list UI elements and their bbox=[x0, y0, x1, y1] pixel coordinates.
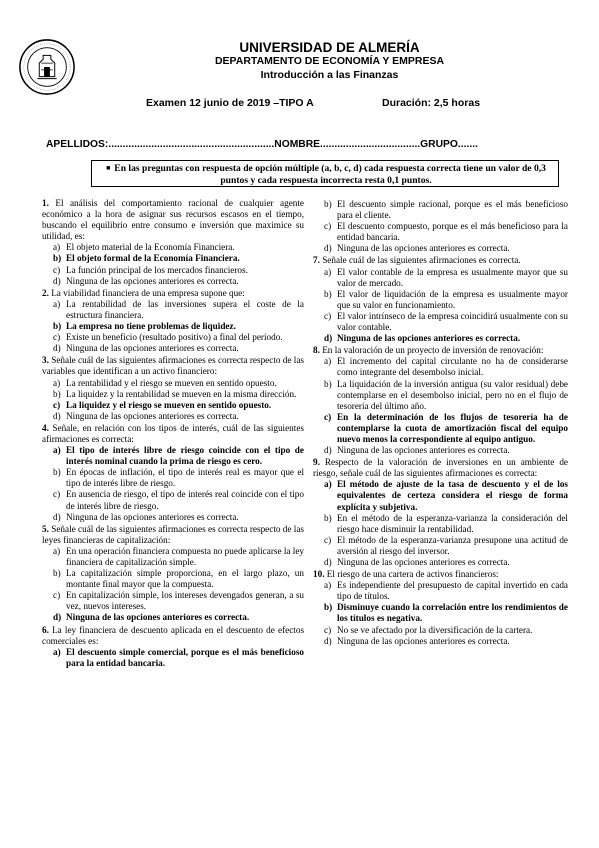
option-b bbox=[313, 379, 568, 412]
option-text: En el método de la esperanza-varianza la consideración del riesgo hace disminuir la rentabilidad. bbox=[337, 512, 568, 534]
question-2 bbox=[42, 288, 304, 355]
department-name: DEPARTAMENTO DE ECONOMÍA Y EMPRESA bbox=[214, 55, 445, 67]
option-letter: a) bbox=[324, 356, 332, 367]
option-c bbox=[313, 535, 568, 557]
option-text: Ninguna de las opciones anteriores es correcta. bbox=[66, 410, 239, 421]
option-a bbox=[313, 356, 568, 378]
option-letter: d) bbox=[324, 333, 333, 344]
options-list bbox=[313, 479, 568, 568]
question-text: El análisis del comportamiento racional de cualquier agente económico a la hora de asignar sus recursos escasos en el tiempo, buscando el equilibrio entre consumo e inversión que maximice su utilidad, es: bbox=[42, 198, 305, 242]
exam-title: Examen 12 junio de 2019 –TIPO A bbox=[146, 97, 314, 109]
question-4 bbox=[42, 423, 304, 523]
option-letter: b) bbox=[53, 321, 62, 332]
question-stem bbox=[313, 569, 568, 580]
option-text: En épocas de inflación, el tipo de interés real es mayor que el tipo de interés libre de riesgo. bbox=[66, 467, 304, 489]
option-c-correct bbox=[42, 400, 304, 411]
option-letter: d) bbox=[53, 410, 61, 421]
option-text: La liquidez y la rentabilidad se mueven en la misma dirección. bbox=[66, 388, 297, 399]
option-letter: b) bbox=[324, 512, 332, 523]
option-c bbox=[42, 590, 304, 612]
question-text: Señale cuál de las siguientes afirmaciones es correcta respecto de las variables que identifican a un activo financiero: bbox=[42, 355, 305, 377]
option-letter: c) bbox=[53, 489, 61, 500]
question-stem bbox=[42, 524, 304, 546]
question-text: Respecto de la valoración de inversiones en un ambiente de riesgo, señale cuál de las siguientes afirmaciones es correcta: bbox=[313, 457, 568, 479]
option-letter: c) bbox=[324, 624, 332, 635]
option-b bbox=[313, 199, 568, 221]
question-number: 2. bbox=[42, 287, 49, 298]
option-letter: c) bbox=[324, 221, 332, 232]
question-stem bbox=[313, 345, 568, 356]
option-d bbox=[313, 636, 568, 647]
option-text: El descuento simple comercial, porque es el más beneficioso para la entidad bancaria. bbox=[66, 646, 304, 668]
option-b bbox=[42, 568, 304, 590]
option-text: La rentabilidad de las inversiones supera el coste de la estructura financiera. bbox=[66, 298, 304, 320]
left-column bbox=[42, 198, 304, 670]
option-letter: a) bbox=[53, 377, 61, 388]
option-text: El método de ajuste de la tasa de descuento y el de los equivalentes de certeza considera el riesgo de forma explícita y subjetiva. bbox=[337, 479, 568, 512]
option-d bbox=[42, 343, 304, 354]
option-letter: a) bbox=[324, 580, 332, 591]
option-a bbox=[42, 242, 304, 253]
question-stem bbox=[313, 255, 568, 266]
option-d-correct bbox=[313, 333, 568, 344]
question-text: El riesgo de una cartera de activos financieros: bbox=[326, 569, 499, 580]
question-text: La ley financiera de descuento aplicada en el descuento de efectos comerciales es: bbox=[42, 624, 305, 646]
option-text: No se ve afectado por la diversificación de la cartera. bbox=[337, 624, 533, 635]
option-text: En ausencia de riesgo, el tipo de interés real coincide con el tipo de interés libre de riesgo. bbox=[66, 489, 304, 511]
instructions-box bbox=[91, 160, 559, 187]
option-letter: d) bbox=[324, 557, 332, 567]
option-letter: d) bbox=[53, 511, 61, 522]
question-number: 8. bbox=[313, 345, 320, 356]
options-list bbox=[313, 356, 568, 456]
option-letter: b) bbox=[53, 253, 62, 264]
option-text: En una operación financiera compuesta no puede aplicarse la ley financiera de capitalización simple. bbox=[66, 545, 305, 567]
option-letter: b) bbox=[324, 288, 332, 299]
question-6-continued bbox=[313, 199, 568, 254]
option-letter: c) bbox=[53, 264, 61, 275]
bullet-icon: ■ bbox=[106, 164, 111, 172]
option-b-correct bbox=[42, 253, 304, 264]
question-stem bbox=[313, 457, 568, 479]
option-letter: d) bbox=[324, 635, 332, 646]
option-b bbox=[313, 289, 568, 311]
option-c-correct bbox=[313, 412, 568, 445]
question-text: La viabilidad financiera de una empresa supone que: bbox=[51, 287, 245, 298]
option-text: El método de la esperanza-varianza presupone una actitud de aversión al riesgo del inversor. bbox=[337, 534, 568, 556]
option-text: El incremento del capital circulante no ha de considerarse como integrante del desembolso inicial. bbox=[337, 356, 568, 378]
option-a-correct bbox=[42, 647, 304, 669]
question-5 bbox=[42, 524, 304, 624]
option-d bbox=[42, 512, 304, 523]
option-text: El descuento compuesto, porque es el más beneficioso para la entidad bancaria. bbox=[337, 221, 568, 243]
question-8 bbox=[313, 345, 568, 456]
question-1 bbox=[42, 198, 304, 287]
instructions-text: En las preguntas con respuesta de opción múltiple (a, b, c, d) cada respuesta correcta tiene un valor de 0,3 puntos y cada respuesta incorrecta resta 0,1 puntos. bbox=[114, 163, 546, 186]
options-list bbox=[313, 199, 568, 254]
option-b bbox=[313, 513, 568, 535]
option-d bbox=[313, 557, 568, 568]
question-number: 5. bbox=[42, 523, 49, 534]
option-text: La liquidación de la inversión antigua (su valor residual) debe contemplarse en el desembolso inicial, pero no en el flujo de tesorería del último año. bbox=[337, 378, 568, 411]
option-text: Ninguna de las opciones anteriores es correcta. bbox=[337, 557, 510, 567]
question-number: 9. bbox=[313, 457, 320, 468]
option-letter: a) bbox=[53, 242, 61, 253]
option-letter: b) bbox=[324, 602, 333, 613]
question-number: 4. bbox=[42, 422, 49, 433]
question-stem bbox=[42, 288, 304, 299]
options-list bbox=[42, 445, 304, 523]
option-text: Ninguna de las opciones anteriores es correcta. bbox=[66, 612, 250, 623]
option-letter: b) bbox=[53, 388, 61, 399]
option-a bbox=[42, 378, 304, 389]
option-text: El valor intrínseco de la empresa coincidirá usualmente con su valor contable. bbox=[337, 310, 568, 333]
option-b-correct bbox=[313, 602, 568, 624]
option-letter: b) bbox=[324, 378, 332, 389]
question-text: Señale cuál de las siguientes afirmaciones es correcta. bbox=[322, 255, 521, 266]
question-stem bbox=[42, 355, 304, 377]
option-a-correct bbox=[42, 445, 304, 467]
option-text: Disminuye cuando la correlación entre los rendimientos de los títulos es negativa. bbox=[337, 602, 568, 624]
option-c bbox=[42, 332, 304, 343]
question-6 bbox=[42, 625, 304, 669]
option-d bbox=[42, 276, 304, 287]
option-letter: a) bbox=[53, 445, 61, 456]
option-text: El descuento simple racional, porque es el más beneficioso para el cliente. bbox=[337, 199, 568, 221]
option-a bbox=[42, 299, 304, 321]
option-text: La rentabilidad y el riesgo se mueven en sentido opuesto. bbox=[66, 377, 277, 388]
options-list bbox=[313, 267, 568, 345]
option-d bbox=[313, 445, 568, 456]
option-letter: c) bbox=[324, 411, 332, 422]
option-letter: b) bbox=[53, 568, 61, 579]
option-letter: a) bbox=[53, 298, 61, 309]
option-c bbox=[313, 311, 568, 333]
question-text: En la valoración de un proyecto de inversión de renovación: bbox=[322, 345, 544, 356]
options-list bbox=[42, 242, 304, 286]
option-text: El valor de liquidación de la empresa es usualmente mayor que su valor en funcionamiento. bbox=[337, 288, 568, 310]
option-text: En la determinación de los flujos de tesorería ha de contemplarse la cuota de amortización fiscal del equipo nuevo menos la correspondiente al equipo antiguo. bbox=[337, 411, 568, 444]
option-text: La empresa no tiene problemas de liquidez. bbox=[66, 321, 236, 332]
option-d bbox=[42, 411, 304, 422]
question-text: Señale, en relación con los tipos de interés, cuál de las siguientes afirmaciones es correcta: bbox=[42, 422, 304, 444]
course-name: Introducción a las Finanzas bbox=[260, 69, 399, 81]
option-text: Es independiente del presupuesto de capital invertido en cada tipo de títulos. bbox=[337, 580, 568, 602]
question-10 bbox=[313, 569, 568, 647]
option-d bbox=[313, 243, 568, 254]
question-number: 3. bbox=[42, 355, 49, 366]
option-c bbox=[42, 265, 304, 276]
question-number: 1. bbox=[42, 198, 49, 208]
options-list bbox=[42, 378, 304, 422]
option-c bbox=[313, 221, 568, 243]
question-3 bbox=[42, 355, 304, 422]
option-letter: c) bbox=[53, 332, 61, 343]
student-info-line: APELLIDOS:..........................................................NOMBRE...................................GRUPO....... bbox=[46, 139, 478, 150]
option-text: El valor contable de la empresa es usualmente mayor que su valor de mercado. bbox=[337, 266, 568, 288]
options-list bbox=[42, 546, 304, 624]
question-text: Señale cuál de las siguientes afirmaciones es correcta respecto de las leyes financieras de capitalización: bbox=[42, 523, 305, 545]
options-list bbox=[313, 580, 568, 647]
option-c bbox=[42, 489, 304, 511]
question-stem bbox=[42, 198, 304, 242]
option-letter: a) bbox=[324, 266, 332, 277]
option-text: Existe un beneficio (resultado positivo) a final del período. bbox=[66, 332, 283, 343]
question-stem bbox=[42, 423, 304, 445]
option-letter: b) bbox=[53, 467, 61, 478]
option-letter: c) bbox=[324, 310, 332, 321]
option-text: La capitalización simple proporciona, en el largo plazo, un montante final mayor que la compuesta. bbox=[66, 568, 304, 590]
question-9 bbox=[313, 457, 568, 568]
option-letter: d) bbox=[53, 612, 62, 623]
option-text: La función principal de los mercados financieros. bbox=[66, 264, 248, 275]
exam-duration: Duración: 2,5 horas bbox=[382, 97, 481, 109]
option-c bbox=[313, 625, 568, 636]
option-text: Ninguna de las opciones anteriores es correcta. bbox=[66, 343, 239, 354]
option-a bbox=[313, 580, 568, 602]
option-letter: b) bbox=[324, 199, 332, 209]
options-list bbox=[42, 647, 304, 669]
option-letter: d) bbox=[324, 243, 332, 254]
question-7 bbox=[313, 255, 568, 344]
option-letter: c) bbox=[53, 399, 61, 410]
option-letter: d) bbox=[53, 275, 61, 286]
option-text: Ninguna de las opciones anteriores es correcta. bbox=[337, 445, 510, 456]
options-list bbox=[42, 299, 304, 354]
option-text: La liquidez y el riesgo se mueven en sentido opuesto. bbox=[66, 399, 272, 410]
option-d-correct bbox=[42, 612, 304, 623]
right-column bbox=[313, 199, 568, 648]
option-text: En capitalización simple, los intereses devengados generan, a su vez, nuevos intereses. bbox=[66, 590, 304, 612]
option-text: Ninguna de las opciones anteriores es correcta. bbox=[337, 243, 510, 254]
option-text: El tipo de interés libre de riesgo coincide con el tipo de interés nominal cuando la prima de riesgo es cero. bbox=[66, 445, 304, 467]
option-letter: d) bbox=[324, 445, 332, 456]
option-text: Ninguna de las opciones anteriores es correcta. bbox=[66, 511, 239, 522]
option-text: Ninguna de las opciones anteriores es correcta. bbox=[66, 275, 239, 286]
question-number: 10. bbox=[313, 569, 325, 580]
option-text: El objeto material de la Economía Financiera. bbox=[66, 242, 235, 253]
option-a bbox=[313, 267, 568, 289]
option-text: Ninguna de las opciones anteriores es correcta. bbox=[337, 635, 510, 646]
question-number: 7. bbox=[313, 255, 320, 266]
question-stem bbox=[42, 625, 304, 647]
option-a-correct bbox=[313, 479, 568, 512]
option-b-correct bbox=[42, 321, 304, 332]
option-letter: a) bbox=[53, 545, 61, 556]
option-letter: d) bbox=[53, 343, 61, 354]
question-number: 6. bbox=[42, 624, 49, 635]
option-text: El objeto formal de la Economía Financiera. bbox=[66, 253, 240, 264]
university-name: UNIVERSIDAD DE ALMERÍA bbox=[239, 40, 420, 55]
option-letter: a) bbox=[53, 646, 61, 657]
option-letter: c) bbox=[324, 534, 332, 545]
option-b bbox=[42, 467, 304, 489]
option-text: Ninguna de las opciones anteriores es correcta. bbox=[337, 333, 521, 344]
option-letter: c) bbox=[53, 590, 61, 601]
option-b bbox=[42, 389, 304, 400]
option-letter: a) bbox=[324, 479, 332, 490]
option-a bbox=[42, 546, 304, 568]
